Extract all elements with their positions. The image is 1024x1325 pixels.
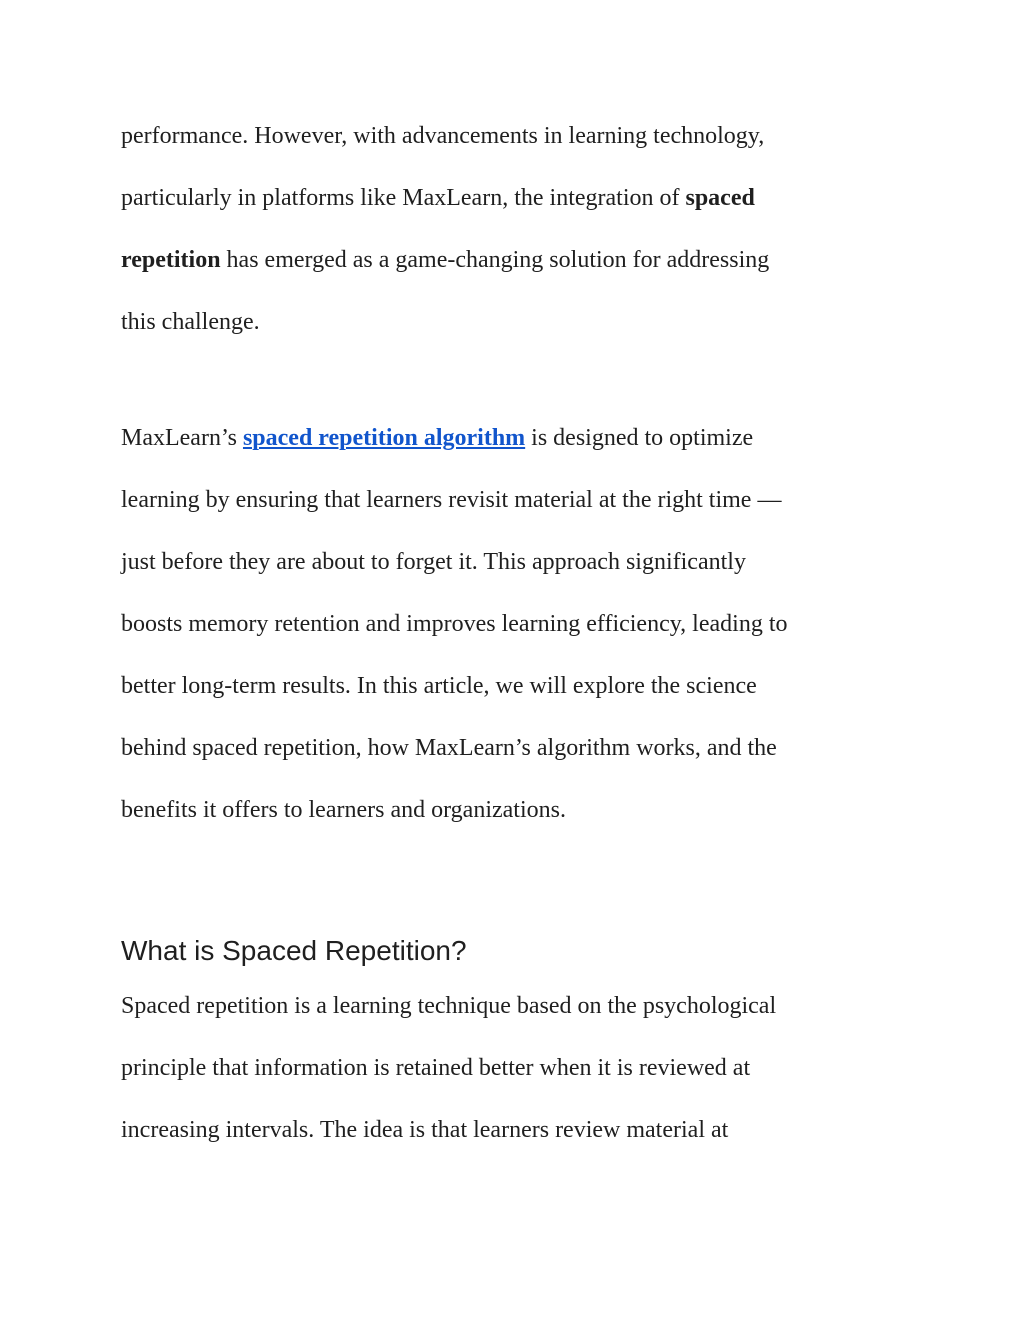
paragraph-line xyxy=(121,548,746,576)
text-run: just before they are about to forget it. This approach significantly xyxy=(121,549,746,575)
paragraph-line xyxy=(121,184,755,212)
paragraph-line xyxy=(121,1116,728,1144)
paragraph-line xyxy=(121,610,787,638)
paragraph-line xyxy=(121,992,776,1020)
text-run: boosts memory retention and improves learning efficiency, leading to xyxy=(121,611,788,637)
text-run: learning by ensuring that learners revisit material at the right time — xyxy=(121,487,782,513)
text-run: behind spaced repetition, how MaxLearn’s algorithm works, and the xyxy=(121,735,777,761)
text-run: MaxLearn’s xyxy=(121,425,243,451)
text-run: particularly in platforms like MaxLearn, the integration of xyxy=(121,185,686,211)
section-heading: What is Spaced Repetition? xyxy=(121,935,467,966)
paragraph-line xyxy=(121,308,260,336)
paragraph-line xyxy=(121,796,566,824)
text-run: Spaced repetition is a learning technique based on the psychological xyxy=(121,993,777,1019)
paragraph-line xyxy=(121,734,777,762)
text-run: performance. However, with advancements in learning technology, xyxy=(121,123,765,149)
text-run: benefits it offers to learners and organizations. xyxy=(121,797,566,823)
spaced-repetition-algorithm-link[interactable]: spaced repetition algorithm xyxy=(242,425,526,451)
bold-term: repetition xyxy=(121,247,221,273)
text-run: this challenge. xyxy=(121,309,260,335)
paragraph-line xyxy=(121,122,764,150)
text-run: principle that information is retained better when it is reviewed at xyxy=(121,1055,751,1081)
text-run: better long-term results. In this article, we will explore the science xyxy=(121,673,757,699)
paragraph-line xyxy=(121,424,753,452)
paragraph-line xyxy=(121,246,769,274)
paragraph-line xyxy=(121,672,757,700)
paragraph-line xyxy=(121,486,781,514)
paragraph-line xyxy=(121,1054,750,1082)
text-run: is designed to optimize xyxy=(525,425,754,451)
bold-term: spaced xyxy=(685,185,755,211)
text-run: increasing intervals. The idea is that learners review material at xyxy=(121,1117,729,1143)
text-run: has emerged as a game-changing solution for addressing xyxy=(220,247,770,273)
